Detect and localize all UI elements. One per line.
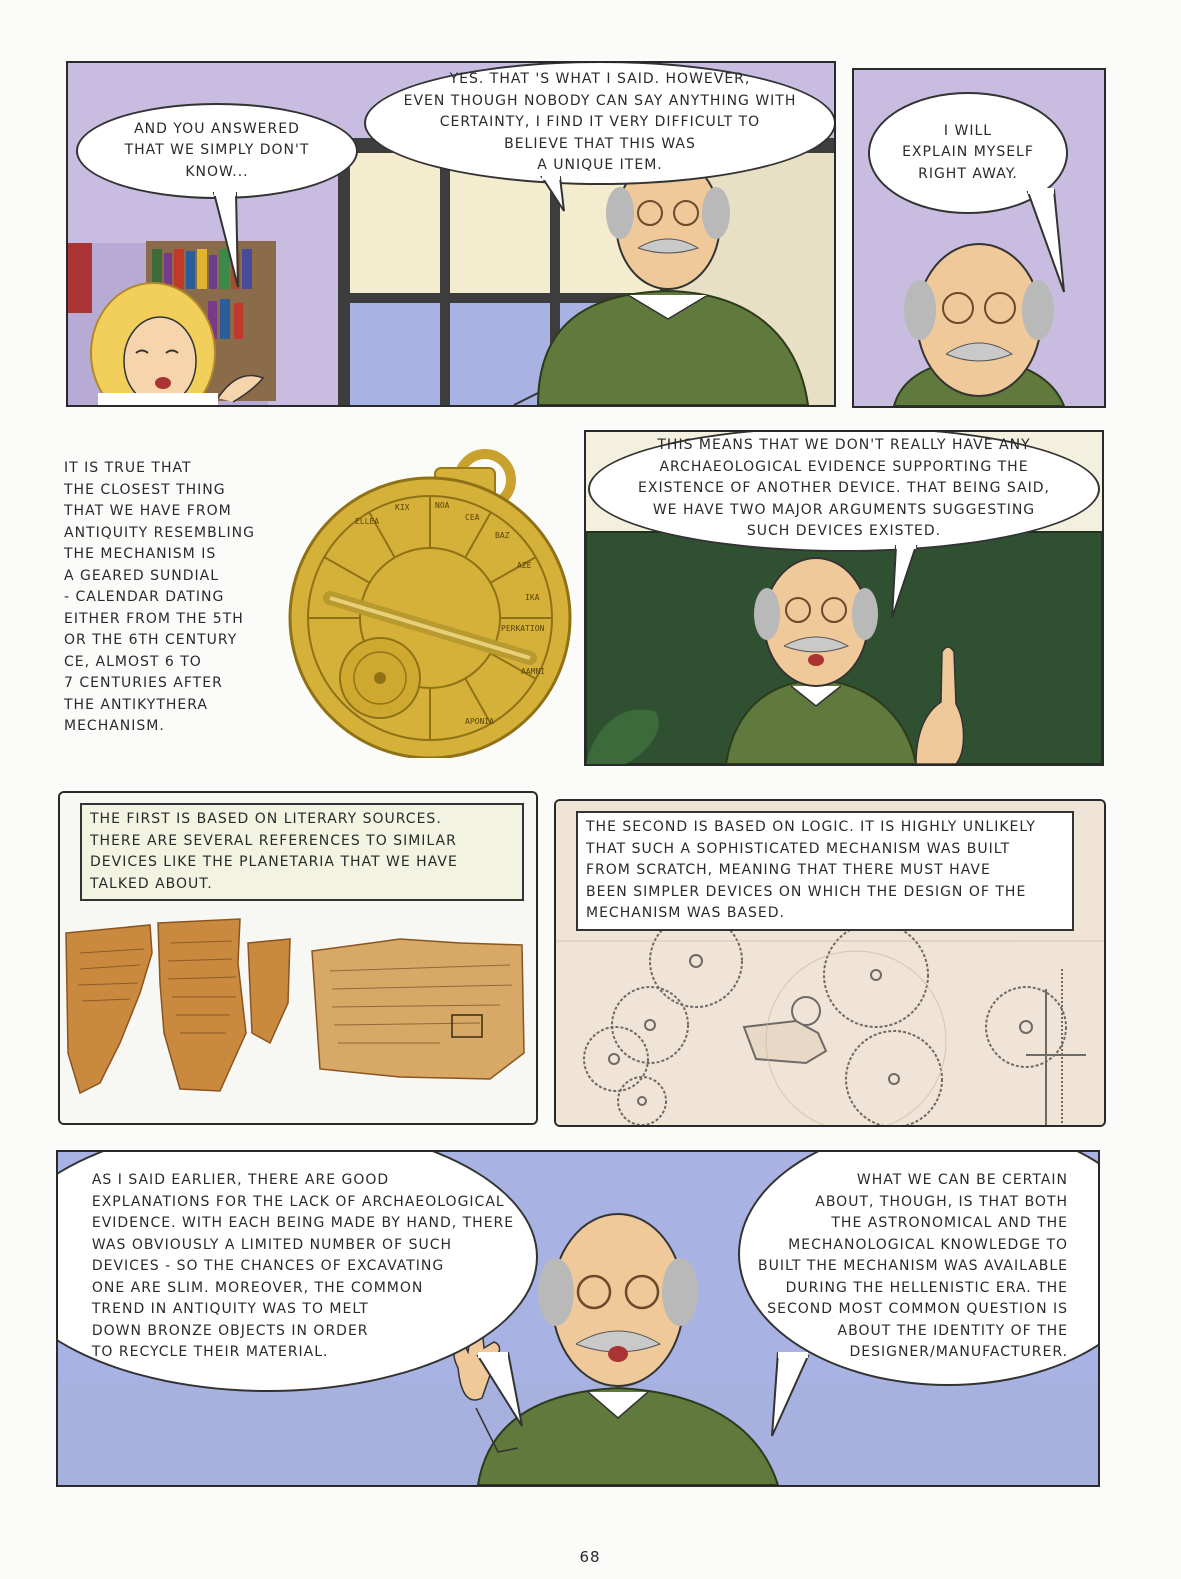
speech-bubble-student-text: AND YOU ANSWERED THAT WE SIMPLY DON'T KNOW... — [124, 120, 310, 180]
speech-tail-student — [208, 191, 248, 291]
caption-literary-text: THE FIRST IS BASED ON LITERARY SOURCES. THERE ARE SEVERAL REFERENCES TO SIMILAR DEVICES LIKE THE PLANETARIA THAT WE HAVE TALKED ABOUT. — [90, 811, 458, 892]
panel-chalkboard — [584, 430, 1104, 766]
speech-bubble-certain — [738, 1150, 1100, 1386]
sundial-label-1: KIX — [395, 503, 410, 512]
speech-bubble-professor-unique — [364, 61, 836, 185]
speech-tail-evidence — [886, 544, 926, 624]
speech-bubble-student — [76, 103, 358, 199]
caption-sundial: IT IS TRUE THAT THE CLOSEST THING THAT WE HAVE FROM ANTIQUITY RESEMBLING THE MECHANISM IS A GEARED SUNDIAL - CALENDAR DATING EITHER FROM THE 5TH OR THE 6TH CENTURY CE, ALMOST 6 TO 7 CENTURIES AFTER THE ANTIKYTHERA MECHANISM. — [64, 460, 255, 734]
speech-bubble-certain-text: WHAT WE CAN BE CERTAIN ABOUT, THOUGH, IS THAT BOTH THE ASTRONOMICAL AND THE MECHANOLOGICAL KNOWLEDGE TO BUILT THE MECHANISM WAS AVAILABLE DURING THE HELLENISTIC ERA. THE SECOND MOST COMMON QUESTION IS ABOUT THE IDENTITY OF THE DESIGNER/MANUFACTURER. — [757, 1172, 1069, 1361]
panel-literary-sources — [58, 791, 538, 1125]
caption-literary — [80, 803, 524, 901]
panel-student-professor — [66, 61, 836, 407]
sundial-label-2: NOA — [435, 501, 450, 510]
sundial-label-7: PERKATION — [501, 624, 545, 633]
panel-conclusion — [56, 1150, 1100, 1487]
sundial-label-8: AAMNI — [521, 667, 546, 676]
sundial-label-3: CEA — [465, 513, 480, 522]
speech-bubble-explanations — [56, 1150, 538, 1392]
speech-tail-professor — [538, 175, 588, 215]
caption-logic-text: THE SECOND IS BASED ON LOGIC. IT IS HIGHLY UNLIKELY THAT SUCH A SOPHISTICATED MECHANISM WAS BUILT FROM SCRATCH, MEANING THAT THERE MUST HAVE BEEN SIMPLER DEVICES ON WHICH THE DESIGN OF THE MECHANISM WAS BASED. — [586, 819, 1036, 921]
sundial-label-9: APONIA — [465, 717, 494, 726]
speech-bubble-evidence-text: THIS MEANS THAT WE DON'T REALLY HAVE ANY ARCHAEOLOGICAL EVIDENCE SUPPORTING THE EXISTENCE OF ANOTHER DEVICE. THAT BEING SAID, WE HAVE TWO MAJOR ARGUMENTS SUGGESTING SUCH DEVICES EXISTED. — [638, 437, 1050, 540]
speech-tail-certain — [768, 1352, 828, 1442]
speech-bubble-professor-unique-text: YES. THAT 'S WHAT I SAID. HOWEVER, EVEN THOUGH NOBODY CAN SAY ANYTHING WITH CERTAINTY, I FIND IT VERY DIFFICULT TO BELIEVE THAT THIS WAS A UNIQUE ITEM. — [403, 71, 797, 174]
speech-bubble-explain-text: I WILL EXPLAIN MYSELF RIGHT AWAY. — [902, 122, 1034, 182]
geared-sundial-image — [285, 428, 585, 758]
sundial-label-0: ELLEA — [355, 517, 380, 526]
speech-bubble-evidence — [588, 430, 1100, 552]
sundial-label-5: AZE — [517, 561, 532, 570]
panel-logic-gears — [554, 799, 1106, 1127]
speech-tail-explain — [1024, 188, 1084, 298]
sundial-label-6: IKA — [525, 593, 540, 602]
caption-logic — [576, 811, 1074, 931]
sundial-label-4: BAZ — [495, 531, 510, 540]
speech-tail-explanations — [468, 1352, 528, 1432]
page-number: 68 — [579, 1548, 601, 1566]
panel-explain — [852, 68, 1106, 408]
speech-bubble-explanations-text: AS I SAID EARLIER, THERE ARE GOOD EXPLANATIONS FOR THE LACK OF ARCHAEOLOGICAL EVIDENCE. WITH EACH BEING MADE BY HAND, THERE WAS OBVIOUSLY A LIMITED NUMBER OF SUCH DEVICES - SO THE CHANCES OF EXCAVATING ONE ARE SLIM. MOREOVER, THE COMMON TREND IN ANTIQUITY WAS TO MELT DOWN BRONZE OBJECTS IN ORDER TO RECYCLE THEIR MATERIAL. — [91, 1172, 515, 1361]
